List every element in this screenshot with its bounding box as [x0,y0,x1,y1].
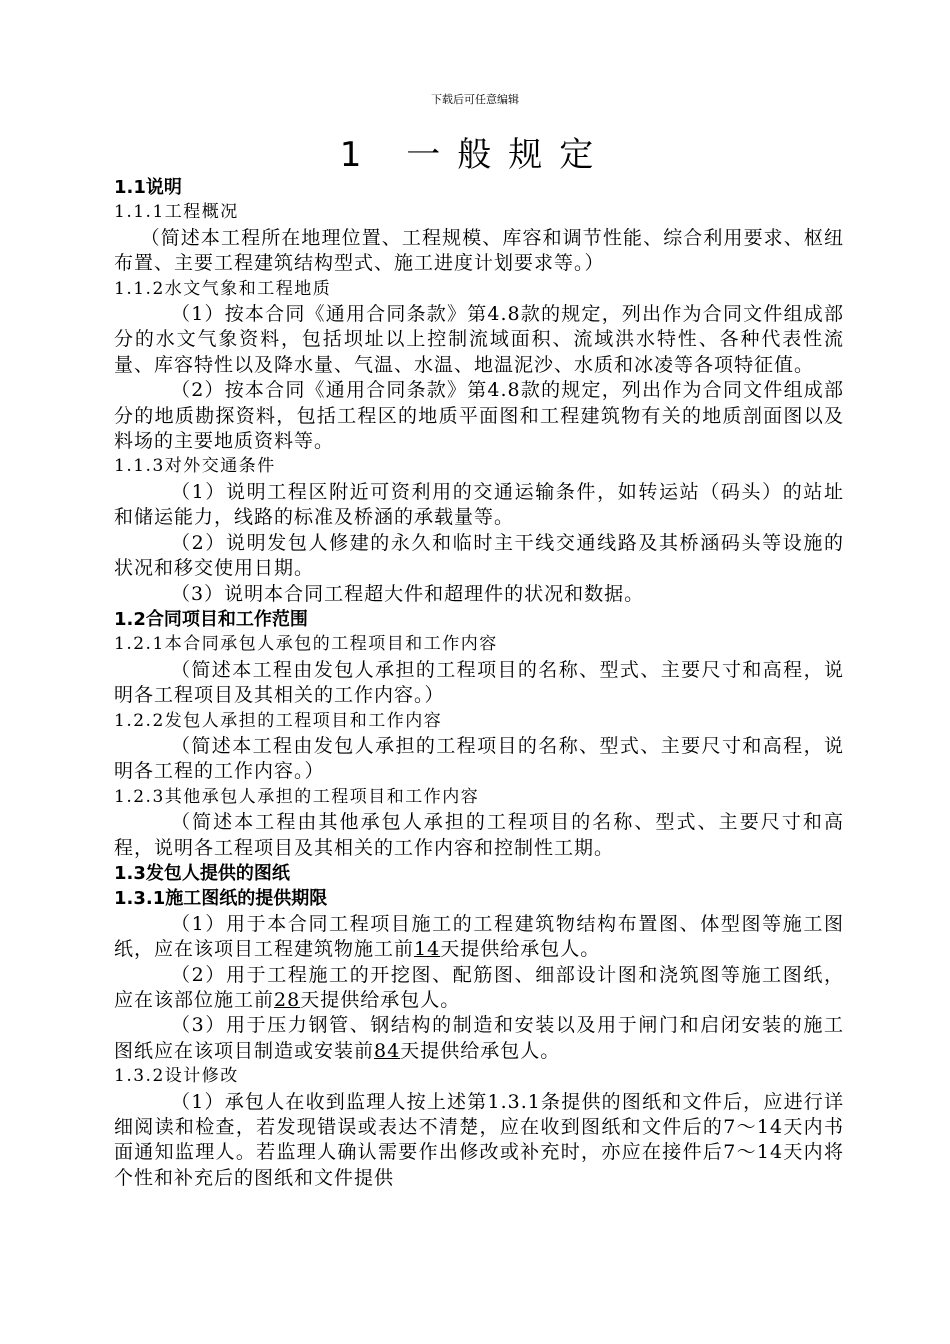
heading-1-2-1: 1.2.1本合同承包人承包的工程项目和工作内容 [114,634,498,655]
paragraph: （简述本工程由其他承包人承担的工程项目的名称、型式、主要尺寸和高程，说明各工程项目及其相关的工作内容和控制性工期。 [114,811,844,859]
heading-1-3: 1.3发包人提供的图纸 [114,862,290,884]
heading-1-2: 1.2合同项目和工作范围 [114,608,308,630]
paragraph [114,912,844,963]
text-run: （1）用于本合同工程项目施工的工程建筑物结构布置图、体型图等施工图纸，应在该项目工程建筑物施工前 [114,912,844,961]
document-body [114,175,844,1191]
paragraph: （简述本工程所在地理位置、工程规模、库容和调节性能、综合利用要求、枢纽布置、主要工程建筑结构型式、施工进度计划要求等。） [114,226,844,275]
text-run: 天提供给承包人。 [440,938,601,961]
days-value: 14 [414,938,441,961]
days-value: 84 [374,1039,401,1062]
heading-1-1-3: 1.1.3对外交通条件 [114,456,276,477]
heading-1-1-2: 1.1.2水文气象和工程地质 [114,278,332,299]
heading-1-3-2: 1.3.2设计修改 [114,1066,239,1087]
paragraph [114,1013,844,1064]
paragraph: （3）说明本合同工程超大件和超理件的状况和数据。 [171,582,645,605]
paragraph: （1）说明工程区附近可资利用的交通运输条件，如转运站（码头）的站址和储运能力，线路的标准及桥涵的承载量等。 [114,480,844,529]
text-run: （3）用于压力钢管、钢结构的制造和安装以及用于闸门和启闭安装的施工图纸应在该项目制造或安装前 [114,1014,844,1062]
paragraph: （2）按本合同《通用合同条款》第4.8款的规定，列出作为合同文件组成部分的地质勘探资料，包括工程区的地质平面图和工程建筑物有关的地质剖面图以及料场的主要地质资料等。 [114,379,844,453]
paragraph: （1）承包人在收到监理人按上述第1.3.1条提供的图纸和文件后，应进行详细阅读和检查，若发现错误或表达不清楚，应在收到图纸和文件后的7～14天内书面通知监理人。若监理人确认需要作出修改或补充时，亦应在接件后7～14天内将个性和补充后的图纸和文件提供 [114,1090,844,1189]
paragraph: （简述本工程由发包人承担的工程项目的名称、型式、主要尺寸和高程，说明各工程项目及其相关的工作内容。） [114,658,844,707]
heading-1-2-2: 1.2.2发包人承担的工程项目和工作内容 [114,710,443,731]
paragraph: （简述本工程由发包人承担的工程项目的名称、型式、主要尺寸和高程，说明各工程的工作内容。） [114,734,844,783]
heading-1-1: 1.1说明 [114,177,182,198]
text-run: 天提供给承包人。 [300,989,461,1011]
text-run: 天提供给承包人。 [400,1039,561,1062]
paragraph [114,963,844,1014]
page-header: 下载后可任意编辑 [431,93,519,106]
text-run: （2）用于工程施工的开挖图、配筋图、细部设计图和浇筑图等施工图纸，应在该部位施工前 [114,963,844,1011]
page-title: 1 一般规定 [339,135,611,175]
days-value: 28 [274,989,301,1011]
heading-1-2-3: 1.2.3其他承包人承担的工程项目和工作内容 [114,786,480,807]
heading-1-1-1: 1.1.1工程概况 [114,202,239,223]
heading-1-3-1: 1.3.1施工图纸的提供期限 [114,888,328,910]
paragraph: （1）按本合同《通用合同条款》第4.8款的规定，列出作为合同文件组成部分的水文气象资料，包括坝址以上控制流域面积、流域洪水特性、各种代表性流量、库容特性以及降水量、气温、水温、地温泥沙、水质和冰凌等各项特征值。 [114,303,844,376]
paragraph: （2）说明发包人修建的永久和临时主干线交通线路及其桥涵码头等设施的状况和移交使用日期。 [114,531,844,580]
